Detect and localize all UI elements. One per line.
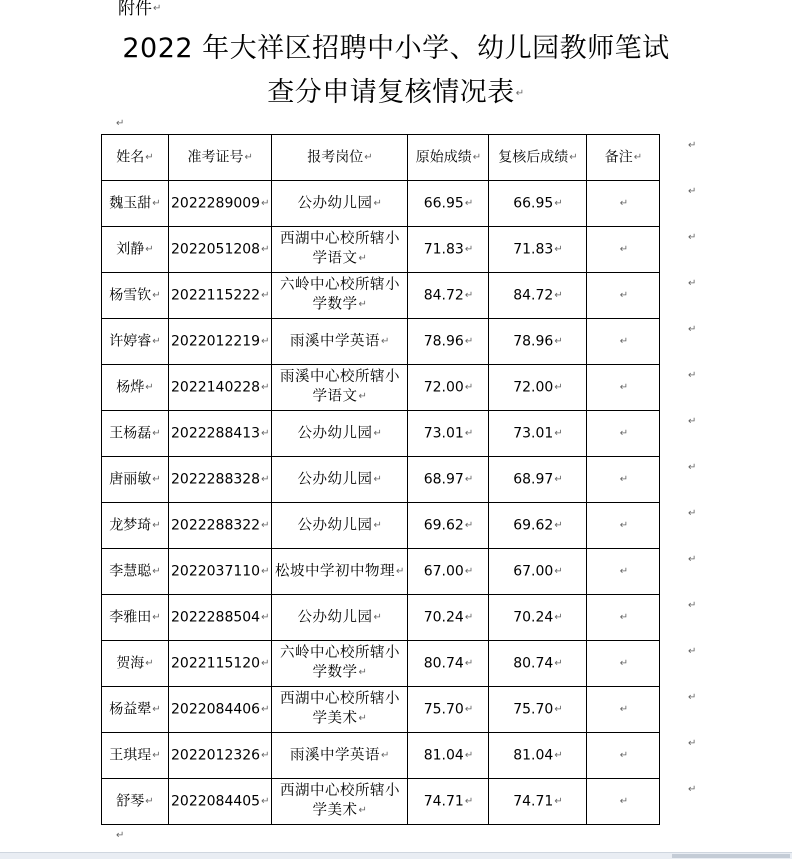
cell-exam-id-text: 2022140228 bbox=[171, 379, 261, 396]
table-row bbox=[102, 319, 660, 365]
header-cell-name: 姓名↵ bbox=[102, 135, 169, 181]
cell-original-score bbox=[408, 595, 489, 641]
cell-mark: ↵ bbox=[554, 565, 563, 577]
cell-mark: ↵ bbox=[152, 197, 161, 209]
cell-post-text: 雨溪中学英语 bbox=[290, 333, 381, 350]
cell-name bbox=[102, 319, 169, 365]
cell-reviewed-score-text: 71.83 bbox=[513, 241, 554, 258]
cell-reviewed-score-text: 67.00 bbox=[513, 563, 554, 580]
cell-mark: ↵ bbox=[464, 749, 474, 761]
header-cell-id: 准考证号↵ bbox=[169, 135, 272, 181]
cell-reviewed-score bbox=[489, 549, 587, 595]
cell-post bbox=[272, 641, 408, 687]
scrollbar-thumb[interactable] bbox=[672, 854, 790, 858]
cell-name-text: 杨益翚 bbox=[109, 701, 152, 718]
cell-post-text: 公办幼儿园 bbox=[297, 425, 373, 442]
table-row bbox=[102, 779, 660, 825]
cell-exam-id bbox=[169, 227, 272, 273]
cell-exam-id-text: 2022115222 bbox=[171, 287, 261, 304]
cell-original-score-text: 81.04 bbox=[423, 747, 464, 764]
cell-original-score-text: 84.72 bbox=[423, 287, 464, 304]
cell-exam-id bbox=[169, 181, 272, 227]
cell-original-score-text: 80.74 bbox=[423, 655, 464, 672]
cell-post bbox=[272, 273, 408, 319]
cell-name bbox=[102, 273, 169, 319]
cell-exam-id bbox=[169, 687, 272, 733]
cell-original-score-text: 78.96 bbox=[423, 333, 464, 350]
cell-reviewed-score-text: 69.62 bbox=[513, 517, 554, 534]
cell-original-score bbox=[408, 319, 489, 365]
cell-note bbox=[587, 411, 660, 457]
cell-post bbox=[272, 687, 408, 733]
row-end-mark: ↵ bbox=[688, 600, 697, 611]
row-end-mark: ↵ bbox=[688, 232, 697, 243]
cell-mark: ↵ bbox=[261, 427, 270, 439]
cell-original-score bbox=[408, 365, 489, 411]
cell-note bbox=[587, 549, 660, 595]
cell-reviewed-score-text: 68.97 bbox=[513, 471, 554, 488]
cell-name-text: 贺海 bbox=[116, 655, 145, 672]
cell-mark: ↵ bbox=[464, 611, 474, 623]
cell-name-text: 王琪珵 bbox=[109, 747, 152, 764]
cell-original-score-text: 70.24 bbox=[423, 609, 464, 626]
cell-mark: ↵ bbox=[554, 243, 563, 255]
cell-reviewed-score-text: 72.00 bbox=[513, 379, 554, 396]
attachment-text: 附件 bbox=[118, 0, 152, 19]
cell-mark: ↵ bbox=[619, 703, 629, 715]
cell-name-text: 许婷睿 bbox=[109, 333, 152, 350]
header-cell-reviewed: 复核后成绩↵ bbox=[489, 135, 587, 181]
cell-post-text: 公办幼儿园 bbox=[297, 609, 373, 626]
cell-name bbox=[102, 503, 169, 549]
cell-note bbox=[587, 365, 660, 411]
cell-mark: ↵ bbox=[464, 243, 474, 255]
table-row bbox=[102, 411, 660, 457]
cell-name-text: 杨烨 bbox=[116, 379, 145, 396]
cell-post bbox=[272, 733, 408, 779]
cell-mark: ↵ bbox=[464, 381, 474, 393]
cell-reviewed-score bbox=[489, 457, 587, 503]
table-row bbox=[102, 273, 660, 319]
cell-name-text: 李雅田 bbox=[109, 609, 152, 626]
cell-exam-id-text: 2022289009 bbox=[171, 195, 261, 212]
cell-original-score bbox=[408, 641, 489, 687]
cell-note bbox=[587, 503, 660, 549]
cell-note bbox=[587, 181, 660, 227]
cell-mark: ↵ bbox=[358, 391, 368, 403]
cell-reviewed-score bbox=[489, 733, 587, 779]
paragraph-mark: ↵ bbox=[116, 830, 125, 841]
cell-reviewed-score bbox=[489, 641, 587, 687]
cell-reviewed-score bbox=[489, 181, 587, 227]
cell-name bbox=[102, 779, 169, 825]
cell-mark: ↵ bbox=[619, 243, 629, 255]
cell-mark: ↵ bbox=[152, 519, 161, 531]
cell-reviewed-score-text: 81.04 bbox=[513, 747, 554, 764]
cell-name-text: 唐丽敏 bbox=[109, 471, 152, 488]
table-row bbox=[102, 457, 660, 503]
cell-reviewed-score bbox=[489, 273, 587, 319]
cell-exam-id bbox=[169, 273, 272, 319]
header-cell-note: 备注↵ bbox=[587, 135, 660, 181]
cell-mark: ↵ bbox=[619, 611, 629, 623]
cell-name bbox=[102, 181, 169, 227]
cell-original-score bbox=[408, 687, 489, 733]
cell-original-score-text: 68.97 bbox=[423, 471, 464, 488]
table-header-row bbox=[102, 135, 660, 181]
cell-mark: ↵ bbox=[261, 197, 270, 209]
cell-exam-id bbox=[169, 595, 272, 641]
cell-exam-id-text: 2022084406 bbox=[171, 701, 261, 718]
cell-post bbox=[272, 457, 408, 503]
cell-mark: ↵ bbox=[261, 749, 270, 761]
cell-exam-id bbox=[169, 457, 272, 503]
cell-post-text: 西湖中心校所辖小学语文 bbox=[279, 231, 400, 267]
cell-mark: ↵ bbox=[152, 703, 161, 715]
cell-note bbox=[587, 457, 660, 503]
cell-mark: ↵ bbox=[554, 795, 563, 807]
cell-mark: ↵ bbox=[358, 805, 368, 817]
row-end-mark: ↵ bbox=[688, 370, 697, 381]
cell-mark: ↵ bbox=[261, 657, 270, 669]
cell-reviewed-score-text: 80.74 bbox=[513, 655, 554, 672]
cell-post bbox=[272, 181, 408, 227]
cell-name-text: 杨雪钦 bbox=[109, 287, 152, 304]
title-text-2: 查分申请复核情况表 bbox=[267, 77, 515, 108]
page-title-line1 bbox=[0, 30, 792, 68]
row-end-mark: ↵ bbox=[688, 462, 697, 473]
cell-mark: ↵ bbox=[373, 611, 383, 623]
title-text-1: 2022 年大祥区招聘中小学、幼儿园教师笔试 bbox=[122, 33, 670, 64]
cell-post-text: 雨溪中学英语 bbox=[290, 747, 381, 764]
cell-mark: ↵ bbox=[464, 565, 474, 577]
cell-original-score-text: 69.62 bbox=[423, 517, 464, 534]
row-end-mark: ↵ bbox=[688, 554, 697, 565]
cell-mark: ↵ bbox=[464, 335, 474, 347]
cell-exam-id-text: 2022288413 bbox=[171, 425, 261, 442]
cell-reviewed-score-text: 78.96 bbox=[513, 333, 554, 350]
cell-mark: ↵ bbox=[145, 795, 154, 807]
row-end-mark: ↵ bbox=[688, 738, 697, 749]
cell-mark: ↵ bbox=[619, 795, 629, 807]
cell-note bbox=[587, 687, 660, 733]
cell-name-text: 李慧聪 bbox=[109, 563, 152, 580]
cell-exam-id-text: 2022051208 bbox=[171, 241, 261, 258]
row-end-mark: ↵ bbox=[688, 140, 697, 151]
cell-post bbox=[272, 227, 408, 273]
cell-post-text: 六岭中心校所辖小学数学 bbox=[279, 645, 400, 681]
cell-original-score-text: 66.95 bbox=[423, 195, 464, 212]
cell-mark: ↵ bbox=[619, 657, 629, 669]
paragraph-mark: ↵ bbox=[153, 3, 162, 14]
cell-exam-id bbox=[169, 411, 272, 457]
cell-reviewed-score bbox=[489, 595, 587, 641]
cell-note bbox=[587, 641, 660, 687]
cell-post bbox=[272, 319, 408, 365]
cell-exam-id-text: 2022288328 bbox=[171, 471, 261, 488]
cell-exam-id bbox=[169, 365, 272, 411]
table-row bbox=[102, 687, 660, 733]
cell-name bbox=[102, 641, 169, 687]
cell-post bbox=[272, 365, 408, 411]
cell-mark: ↵ bbox=[358, 667, 368, 679]
cell-mark: ↵ bbox=[152, 749, 161, 761]
cell-mark: ↵ bbox=[554, 427, 563, 439]
cell-mark: ↵ bbox=[464, 519, 474, 531]
row-end-mark: ↵ bbox=[688, 646, 697, 657]
cell-mark: ↵ bbox=[464, 795, 474, 807]
cell-mark: ↵ bbox=[619, 519, 629, 531]
cell-post bbox=[272, 595, 408, 641]
cell-exam-id bbox=[169, 549, 272, 595]
cell-mark: ↵ bbox=[152, 565, 161, 577]
cell-original-score bbox=[408, 503, 489, 549]
cell-mark: ↵ bbox=[554, 519, 563, 531]
cell-post-text: 西湖中心校所辖小学美术 bbox=[279, 783, 400, 819]
cell-reviewed-score-text: 84.72 bbox=[513, 287, 554, 304]
cell-reviewed-score bbox=[489, 365, 587, 411]
cell-original-score bbox=[408, 411, 489, 457]
cell-mark: ↵ bbox=[619, 335, 629, 347]
cell-mark: ↵ bbox=[152, 289, 161, 301]
cell-original-score bbox=[408, 779, 489, 825]
cell-name-text: 龙梦琦 bbox=[109, 517, 152, 534]
cell-mark: ↵ bbox=[261, 289, 270, 301]
cell-mark: ↵ bbox=[358, 253, 368, 265]
cell-post-text: 公办幼儿园 bbox=[297, 517, 373, 534]
cell-reviewed-score bbox=[489, 411, 587, 457]
cell-mark: ↵ bbox=[261, 611, 270, 623]
row-end-mark: ↵ bbox=[688, 186, 697, 197]
cell-original-score-text: 72.00 bbox=[423, 379, 464, 396]
attachment-label bbox=[118, 0, 161, 20]
cell-post bbox=[272, 411, 408, 457]
score-review-table bbox=[101, 134, 660, 825]
cell-mark: ↵ bbox=[464, 289, 474, 301]
cell-mark: ↵ bbox=[619, 749, 629, 761]
cell-post bbox=[272, 779, 408, 825]
cell-mark: ↵ bbox=[358, 299, 368, 311]
page-title-line2 bbox=[0, 74, 792, 113]
cell-mark: ↵ bbox=[464, 473, 474, 485]
cell-mark: ↵ bbox=[152, 473, 161, 485]
row-end-mark: ↵ bbox=[688, 692, 697, 703]
cell-mark: ↵ bbox=[152, 611, 161, 623]
cell-name bbox=[102, 411, 169, 457]
cell-original-score-text: 75.70 bbox=[423, 701, 464, 718]
cell-note bbox=[587, 227, 660, 273]
cell-name-text: 刘静 bbox=[116, 241, 145, 258]
cell-exam-id-text: 2022012219 bbox=[171, 333, 261, 350]
cell-name bbox=[102, 227, 169, 273]
cell-mark: ↵ bbox=[619, 565, 629, 577]
cell-original-score bbox=[408, 181, 489, 227]
header-cell-post: 报考岗位↵ bbox=[272, 135, 408, 181]
cell-mark: ↵ bbox=[373, 427, 383, 439]
row-end-mark: ↵ bbox=[688, 508, 697, 519]
cell-name-text: 舒琴 bbox=[116, 793, 145, 810]
cell-original-score-text: 71.83 bbox=[423, 241, 464, 258]
cell-mark: ↵ bbox=[464, 657, 474, 669]
cell-post-text: 西湖中心校所辖小学美术 bbox=[279, 691, 400, 727]
cell-mark: ↵ bbox=[261, 703, 270, 715]
header-cell-original: 原始成绩↵ bbox=[408, 135, 489, 181]
cell-exam-id-text: 2022037110 bbox=[171, 563, 261, 580]
cell-reviewed-score bbox=[489, 779, 587, 825]
paragraph-mark: ↵ bbox=[116, 118, 125, 129]
cell-name bbox=[102, 733, 169, 779]
table-row bbox=[102, 365, 660, 411]
cell-mark: ↵ bbox=[261, 565, 270, 577]
cell-mark: ↵ bbox=[464, 703, 474, 715]
cell-exam-id bbox=[169, 641, 272, 687]
cell-name bbox=[102, 457, 169, 503]
cell-post-text: 松坡中学初中物理 bbox=[275, 563, 396, 580]
cell-mark: ↵ bbox=[381, 749, 390, 761]
row-end-mark: ↵ bbox=[688, 784, 697, 795]
cell-mark: ↵ bbox=[261, 473, 270, 485]
cell-original-score bbox=[408, 457, 489, 503]
cell-mark: ↵ bbox=[464, 197, 474, 209]
cell-reviewed-score-text: 66.95 bbox=[513, 195, 554, 212]
cell-post-text: 公办幼儿园 bbox=[297, 195, 373, 212]
cell-mark: ↵ bbox=[554, 289, 563, 301]
cell-post-text: 六岭中心校所辖小学数学 bbox=[279, 277, 400, 313]
table-row bbox=[102, 227, 660, 273]
cell-mark: ↵ bbox=[381, 335, 390, 347]
cell-mark: ↵ bbox=[619, 473, 629, 485]
cell-name-text: 魏玉甜 bbox=[109, 195, 152, 212]
cell-mark: ↵ bbox=[619, 197, 629, 209]
table-row bbox=[102, 733, 660, 779]
cell-mark: ↵ bbox=[396, 565, 405, 577]
cell-post-text: 雨溪中心校所辖小学语文 bbox=[279, 369, 400, 405]
table-row bbox=[102, 641, 660, 687]
cell-mark: ↵ bbox=[554, 703, 563, 715]
cell-mark: ↵ bbox=[464, 427, 474, 439]
cell-mark: ↵ bbox=[619, 427, 629, 439]
cell-exam-id bbox=[169, 503, 272, 549]
row-end-mark: ↵ bbox=[688, 416, 697, 427]
cell-mark: ↵ bbox=[152, 427, 161, 439]
cell-mark: ↵ bbox=[373, 473, 383, 485]
cell-note bbox=[587, 779, 660, 825]
cell-mark: ↵ bbox=[152, 335, 161, 347]
cell-original-score bbox=[408, 549, 489, 595]
cell-name bbox=[102, 595, 169, 641]
cell-original-score bbox=[408, 227, 489, 273]
cell-name-text: 王杨磊 bbox=[109, 425, 152, 442]
cell-exam-id-text: 2022012326 bbox=[171, 747, 261, 764]
cell-reviewed-score bbox=[489, 687, 587, 733]
paragraph-mark: ↵ bbox=[515, 87, 525, 99]
cell-mark: ↵ bbox=[619, 381, 629, 393]
cell-exam-id bbox=[169, 319, 272, 365]
row-end-mark: ↵ bbox=[688, 278, 697, 289]
cell-exam-id bbox=[169, 779, 272, 825]
cell-mark: ↵ bbox=[261, 335, 270, 347]
cell-exam-id-text: 2022084405 bbox=[171, 793, 261, 810]
cell-note bbox=[587, 595, 660, 641]
cell-exam-id-text: 2022288504 bbox=[171, 609, 261, 626]
cell-mark: ↵ bbox=[261, 243, 270, 255]
table-row bbox=[102, 503, 660, 549]
cell-exam-id-text: 2022115120 bbox=[171, 655, 261, 672]
cell-name bbox=[102, 365, 169, 411]
cell-mark: ↵ bbox=[554, 335, 563, 347]
cell-mark: ↵ bbox=[554, 381, 563, 393]
cell-mark: ↵ bbox=[261, 519, 270, 531]
cell-mark: ↵ bbox=[373, 519, 383, 531]
cell-post bbox=[272, 549, 408, 595]
cell-mark: ↵ bbox=[373, 197, 383, 209]
cell-exam-id-text: 2022288322 bbox=[171, 517, 261, 534]
cell-name bbox=[102, 687, 169, 733]
cell-reviewed-score bbox=[489, 227, 587, 273]
cell-mark: ↵ bbox=[554, 749, 563, 761]
cell-original-score-text: 74.71 bbox=[423, 793, 464, 810]
cell-note bbox=[587, 733, 660, 779]
cell-mark: ↵ bbox=[554, 473, 563, 485]
cell-mark: ↵ bbox=[554, 611, 563, 623]
cell-original-score bbox=[408, 273, 489, 319]
cell-mark: ↵ bbox=[554, 657, 563, 669]
cell-reviewed-score bbox=[489, 503, 587, 549]
cell-mark: ↵ bbox=[145, 381, 154, 393]
cell-mark: ↵ bbox=[358, 713, 368, 725]
cell-note bbox=[587, 273, 660, 319]
cell-note bbox=[587, 319, 660, 365]
cell-original-score-text: 67.00 bbox=[423, 563, 464, 580]
cell-exam-id bbox=[169, 733, 272, 779]
cell-reviewed-score bbox=[489, 319, 587, 365]
table-row bbox=[102, 595, 660, 641]
cell-mark: ↵ bbox=[261, 795, 270, 807]
cell-mark: ↵ bbox=[619, 289, 629, 301]
cell-mark: ↵ bbox=[145, 243, 154, 255]
cell-post bbox=[272, 503, 408, 549]
cell-mark: ↵ bbox=[261, 381, 270, 393]
cell-mark: ↵ bbox=[145, 657, 154, 669]
cell-reviewed-score-text: 73.01 bbox=[513, 425, 554, 442]
cell-original-score-text: 73.01 bbox=[423, 425, 464, 442]
cell-post-text: 公办幼儿园 bbox=[297, 471, 373, 488]
cell-mark: ↵ bbox=[554, 197, 563, 209]
cell-reviewed-score-text: 74.71 bbox=[513, 793, 554, 810]
table-row bbox=[102, 549, 660, 595]
table-row bbox=[102, 181, 660, 227]
row-end-mark: ↵ bbox=[688, 324, 697, 335]
cell-reviewed-score-text: 70.24 bbox=[513, 609, 554, 626]
cell-reviewed-score-text: 75.70 bbox=[513, 701, 554, 718]
cell-name bbox=[102, 549, 169, 595]
cell-original-score bbox=[408, 733, 489, 779]
